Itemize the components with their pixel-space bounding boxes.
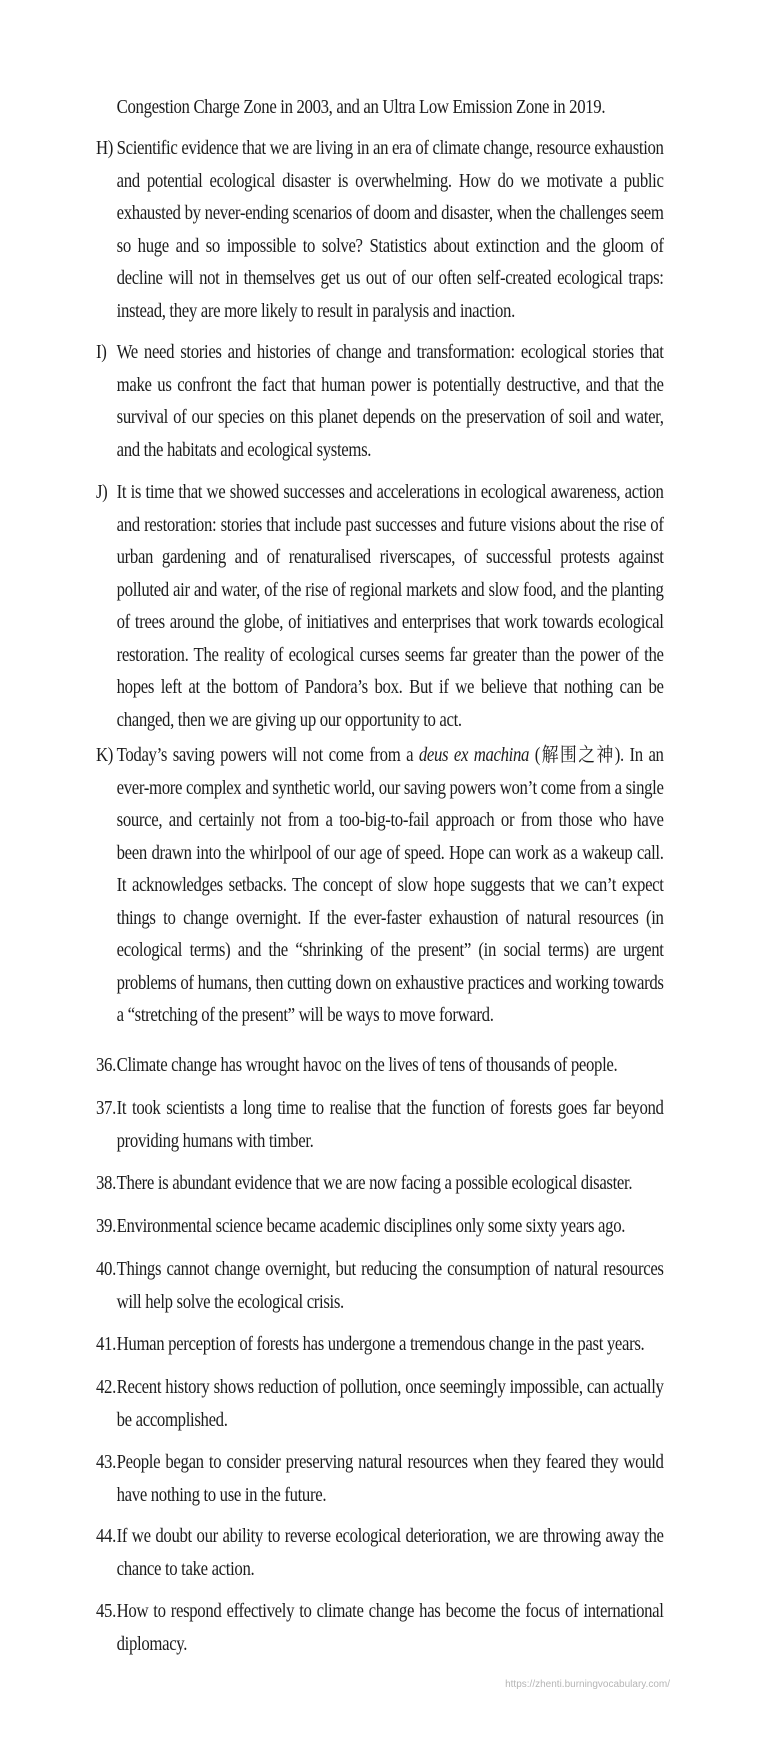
paragraph-label: I): [96, 342, 107, 363]
statement-number: 44.: [96, 1526, 116, 1547]
statement-43: [96, 1447, 664, 1512]
paragraph-label: H): [96, 138, 114, 159]
statement-number: 42.: [96, 1377, 116, 1398]
paragraph-i: [96, 337, 664, 467]
statement-text: People began to consider preserving natural resources when they feared they would have nothing to use in the future.: [116, 1452, 664, 1506]
statement-number: 45.: [96, 1601, 116, 1622]
statement-text: Recent history shows reduction of pollution, once seemingly impossible, can actually be accomplished.: [116, 1377, 664, 1431]
statement-number: 43.: [96, 1452, 116, 1473]
statement-text: It took scientists a long time to realise that the function of forests goes far beyond providing humans with timber.: [116, 1098, 664, 1152]
statement-41: [96, 1329, 664, 1362]
statement-38: [96, 1168, 664, 1201]
paragraph-label: K): [96, 745, 114, 766]
statement-36: [96, 1050, 664, 1083]
statement-number: 40.: [96, 1259, 116, 1280]
statement-number: 39.: [96, 1216, 116, 1237]
paragraph-k: [96, 740, 664, 1033]
statement-text: How to respond effectively to climate change has become the focus of international diplomacy.: [116, 1601, 664, 1655]
statement-text: Human perception of forests has undergone a tremendous change in the past years.: [116, 1334, 645, 1355]
statement-text: Things cannot change overnight, but reducing the consumption of natural resources will help solve the ecological crisis.: [116, 1259, 664, 1313]
paragraph-label: J): [96, 482, 108, 503]
statement-number: 36.: [96, 1055, 116, 1076]
paragraph-text: [117, 740, 664, 1033]
intro-continuation: [96, 92, 664, 125]
statement-text: There is abundant evidence that we are now facing a possible ecological disaster.: [116, 1173, 633, 1194]
statement-44: [96, 1521, 664, 1586]
paragraph-text-start: Today’s saving powers will not come from a: [116, 745, 419, 766]
paragraph-h: [96, 133, 664, 328]
italic-term: deus ex machina: [418, 745, 530, 766]
watermark-url: https://zhenti.burningvocabulary.com/: [505, 1679, 670, 1690]
paragraph-text-end: (解围之神). In an ever-more complex and synthetic world, our saving powers won’t come from a single source, and certainly not from a too-big-to-fail approach or from those who have been drawn into the whirlpool of our age of speed. Hope can work as a wakeup call. It acknowledges setbacks. The concept of slow hope suggests that we can’t expect things to change overnight. If the ever-faster exhaustion of natural resources (in ecological terms) and the “shrinking of the present” (in social terms) are urgent problems of humans, then cutting down on exhaustive practices and working towards a “stretching of the present” will be ways to move forward.: [116, 745, 664, 1026]
intro-line: Congestion Charge Zone in 2003, and an Ultra Low Emission Zone in 2019.: [116, 97, 606, 118]
statement-37: [96, 1093, 664, 1158]
paragraph-text: We need stories and histories of change and transformation: ecological stories that make us confront the fact that human power is potentially destructive, and that the survival of our species on this planet depends on the preservation of soil and water, and the habitats and ecological systems.: [116, 342, 664, 461]
statement-45: [96, 1596, 664, 1661]
statement-39: [96, 1211, 664, 1244]
statement-42: [96, 1372, 664, 1437]
paragraph-text: It is time that we showed successes and accelerations in ecological awareness, action and restoration: stories that include past successes and future visions about the rise of urban gardening and of renaturalised riverscapes, of successful protests against polluted air and water, of the rise of regional markets and slow food, and the planting of trees around the globe, of initiatives and enterprises that work towards ecological restoration. The reality of ecological curses seems far greater than the power of the hopes left at the bottom of Pandora’s box. But if we believe that nothing can be changed, then we are giving up our opportunity to act.: [116, 482, 664, 731]
statement-text: Climate change has wrought havoc on the lives of tens of thousands of people.: [116, 1055, 618, 1076]
statement-number: 41.: [96, 1334, 116, 1355]
statement-text: Environmental science became academic disciplines only some sixty years ago.: [116, 1216, 626, 1237]
paragraph-text: Scientific evidence that we are living in an era of climate change, resource exhaustion and potential ecological disaster is overwhelming. How do we motivate a public exhausted by never-ending scenarios of doom and disaster, when the challenges seem so huge and so impossible to solve? Statistics about extinction and the gloom of decline will not in themselves get us out of our often self-created ecological traps: instead, they are more likely to result in paralysis and inaction.: [116, 138, 664, 322]
statement-number: 37.: [96, 1098, 116, 1119]
statement-text: If we doubt our ability to reverse ecological deterioration, we are throwing away the chance to take action.: [116, 1526, 664, 1580]
paragraph-j: [96, 477, 664, 737]
statement-40: [96, 1254, 664, 1319]
statement-number: 38.: [96, 1173, 116, 1194]
